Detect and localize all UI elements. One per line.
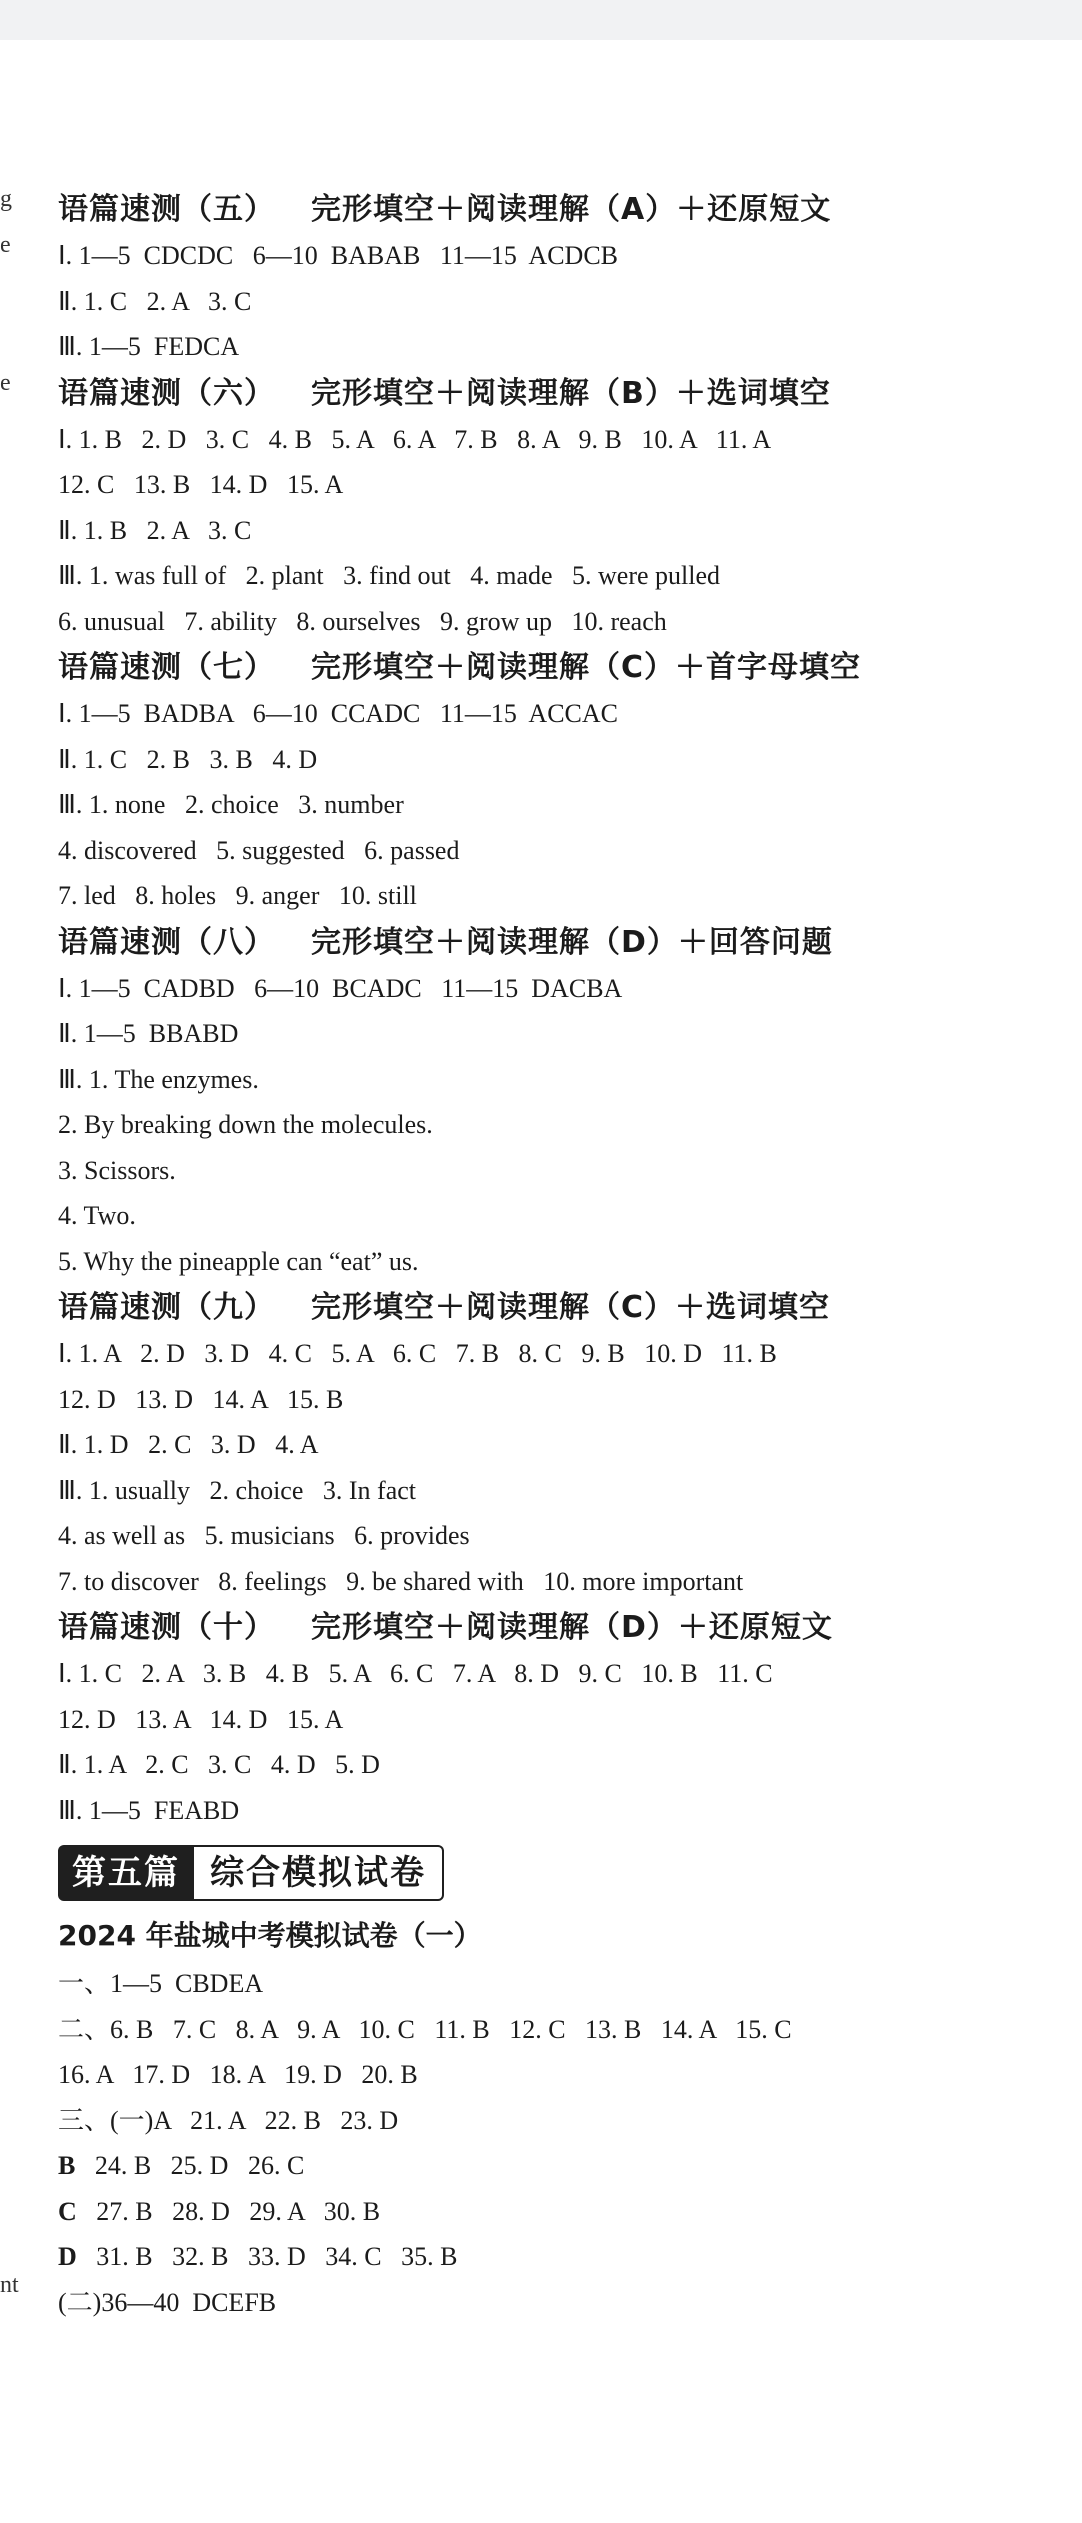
answer-line: Ⅲ. 1. The enzymes. [58, 1064, 259, 1094]
answer-line: 6. unusual 7. ability 8. ourselves 9. grow up 10. reach [58, 606, 667, 636]
answer-text: 24. B 25. D 26. C [75, 2151, 305, 2180]
part-banner [58, 1845, 1068, 1901]
answer-line: Ⅲ. 1—5 FEDCA [58, 332, 240, 361]
answer-line: Ⅱ. 1. B 2. A 3. C [58, 515, 252, 545]
section-title: 语篇速测（六） [58, 375, 275, 411]
exam-section [58, 1911, 1068, 2325]
answer-line: 3. Scissors. [58, 1155, 176, 1185]
left-edge-fragment: g [0, 186, 12, 212]
answer-line: 4. as well as 5. musicians 6. provides [58, 1521, 470, 1550]
answer-line: 2. By breaking down the molecules. [58, 1110, 433, 1139]
exam-answer-line [58, 2280, 1068, 2326]
answer-line: Ⅲ. 1—5 FEABD [58, 1795, 240, 1825]
section-heading [58, 1604, 1068, 1651]
section-9 [58, 1284, 1068, 1604]
passage-label: C [58, 2196, 77, 2226]
section-title: 语篇速测（七） [58, 650, 275, 685]
answer-line: Ⅲ. 1. usually 2. choice 3. In fact [58, 1475, 416, 1505]
answer-line: 5. Why the pineapple can “eat” us. [58, 1246, 419, 1276]
answer-line: Ⅰ. 1. B 2. D 3. C 4. B 5. A 6. A 7. B 8. A 9. B 10. A 11. A [58, 424, 772, 454]
answer-line: 4. Two. [58, 1201, 136, 1230]
section-subtitle: 完形填空＋阅读理解（D）＋回答问题 [311, 924, 833, 960]
section-heading [58, 370, 1068, 417]
section-heading [58, 1284, 1068, 1331]
part-banner-title: 综合模拟试卷 [194, 1845, 444, 1901]
answer-line: 7. to discover 8. feelings 9. be shared with 10. more important [58, 1566, 744, 1596]
answer-line: 4. discovered 5. suggested 6. passed [58, 835, 460, 865]
section-subtitle: 完形填空＋阅读理解（D）＋还原短文 [311, 1610, 833, 1645]
answer-line: Ⅱ. 1—5 BBABD [58, 1019, 239, 1048]
exam-title: 2024 年盐城中考模拟试卷（一） [58, 1919, 482, 1952]
left-edge-fragment: e [0, 232, 11, 258]
answer-line: Ⅰ. 1—5 CADBD 6—10 BCADC 11—15 DACBA [58, 973, 623, 1003]
answer-text: 16. A 17. D 18. A 19. D 20. B [58, 2060, 418, 2089]
section-10 [58, 1604, 1068, 1833]
section-5 [58, 186, 1068, 370]
answer-line: Ⅰ. 1—5 BADBA 6—10 CCADC 11—15 ACCAC [58, 699, 619, 728]
answer-text: 31. B 32. B 33. D 34. C 35. B [76, 2242, 458, 2271]
answer-line: Ⅱ. 1. A 2. C 3. C 4. D 5. D [58, 1750, 380, 1779]
exam-answer-line [58, 2052, 1068, 2098]
answer-line: Ⅲ. 1. none 2. choice 3. number [58, 790, 404, 819]
answer-line: Ⅰ. 1. A 2. D 3. D 4. C 5. A 6. C 7. B 8. C 9. B 10. D 11. B [58, 1339, 777, 1368]
section-title: 语篇速测（十） [58, 1610, 275, 1645]
exam-answer-line [58, 2143, 1068, 2189]
left-edge-fragment: e [0, 370, 11, 396]
answer-line: 12. D 13. D 14. A 15. B [58, 1384, 344, 1414]
section-8 [58, 919, 1068, 1285]
answer-text: 二、6. B 7. C 8. A 9. A 10. C 11. B 12. C 13. B 14. A 15. C [58, 2014, 792, 2044]
answer-line: Ⅱ. 1. D 2. C 3. D 4. A [58, 1430, 319, 1459]
exam-answer-line [58, 2234, 1068, 2280]
section-title: 语篇速测（八） [58, 924, 275, 960]
section-subtitle: 完形填空＋阅读理解（A）＋还原短文 [311, 192, 832, 227]
section-subtitle: 完形填空＋阅读理解（B）＋选词填空 [311, 375, 831, 411]
answer-line: Ⅲ. 1. was full of 2. plant 3. find out 4. made 5. were pulled [58, 561, 721, 590]
answer-line: 12. D 13. A 14. D 15. A [58, 1704, 344, 1734]
section-heading [58, 644, 1068, 691]
passage-label: D [58, 2242, 77, 2271]
section-title: 语篇速测（五） [58, 192, 275, 227]
section-6 [58, 370, 1068, 645]
answer-page [58, 186, 1068, 2325]
top-band [0, 0, 1082, 40]
answer-line: Ⅱ. 1. C 2. B 3. B 4. D [58, 744, 318, 774]
section-subtitle: 完形填空＋阅读理解（C）＋选词填空 [311, 1290, 831, 1325]
exam-answer-line [58, 2098, 1068, 2144]
answer-line: Ⅱ. 1. C 2. A 3. C [58, 286, 252, 316]
part-banner-label: 第五篇 [58, 1845, 194, 1901]
answer-text: 27. B 28. D 29. A 30. B [76, 2196, 381, 2226]
answer-line: Ⅰ. 1—5 CDCDC 6—10 BABAB 11—15 ACDCB [58, 241, 619, 270]
answer-text: 三、(一)A 21. A 22. B 23. D [58, 2105, 399, 2135]
section-7 [58, 644, 1068, 919]
passage-label: B [58, 2151, 76, 2180]
exam-answer-line [58, 1961, 1068, 2007]
exam-answer-line [58, 2189, 1068, 2235]
section-heading [58, 919, 1068, 966]
answer-text: 一、1—5 CBDEA [58, 1969, 264, 1998]
answer-line: Ⅰ. 1. C 2. A 3. B 4. B 5. A 6. C 7. A 8. D 9. C 10. B 11. C [58, 1659, 773, 1688]
answer-line: 7. led 8. holes 9. anger 10. still [58, 881, 417, 910]
exam-answer-line [58, 2007, 1068, 2053]
section-title: 语篇速测（九） [58, 1290, 275, 1325]
section-heading [58, 186, 1068, 233]
answer-text: (二)36—40 DCEFB [58, 2287, 277, 2317]
left-edge-fragment: nt [0, 2272, 19, 2298]
answer-line: 12. C 13. B 14. D 15. A [58, 470, 344, 499]
section-subtitle: 完形填空＋阅读理解（C）＋首字母填空 [311, 650, 862, 685]
